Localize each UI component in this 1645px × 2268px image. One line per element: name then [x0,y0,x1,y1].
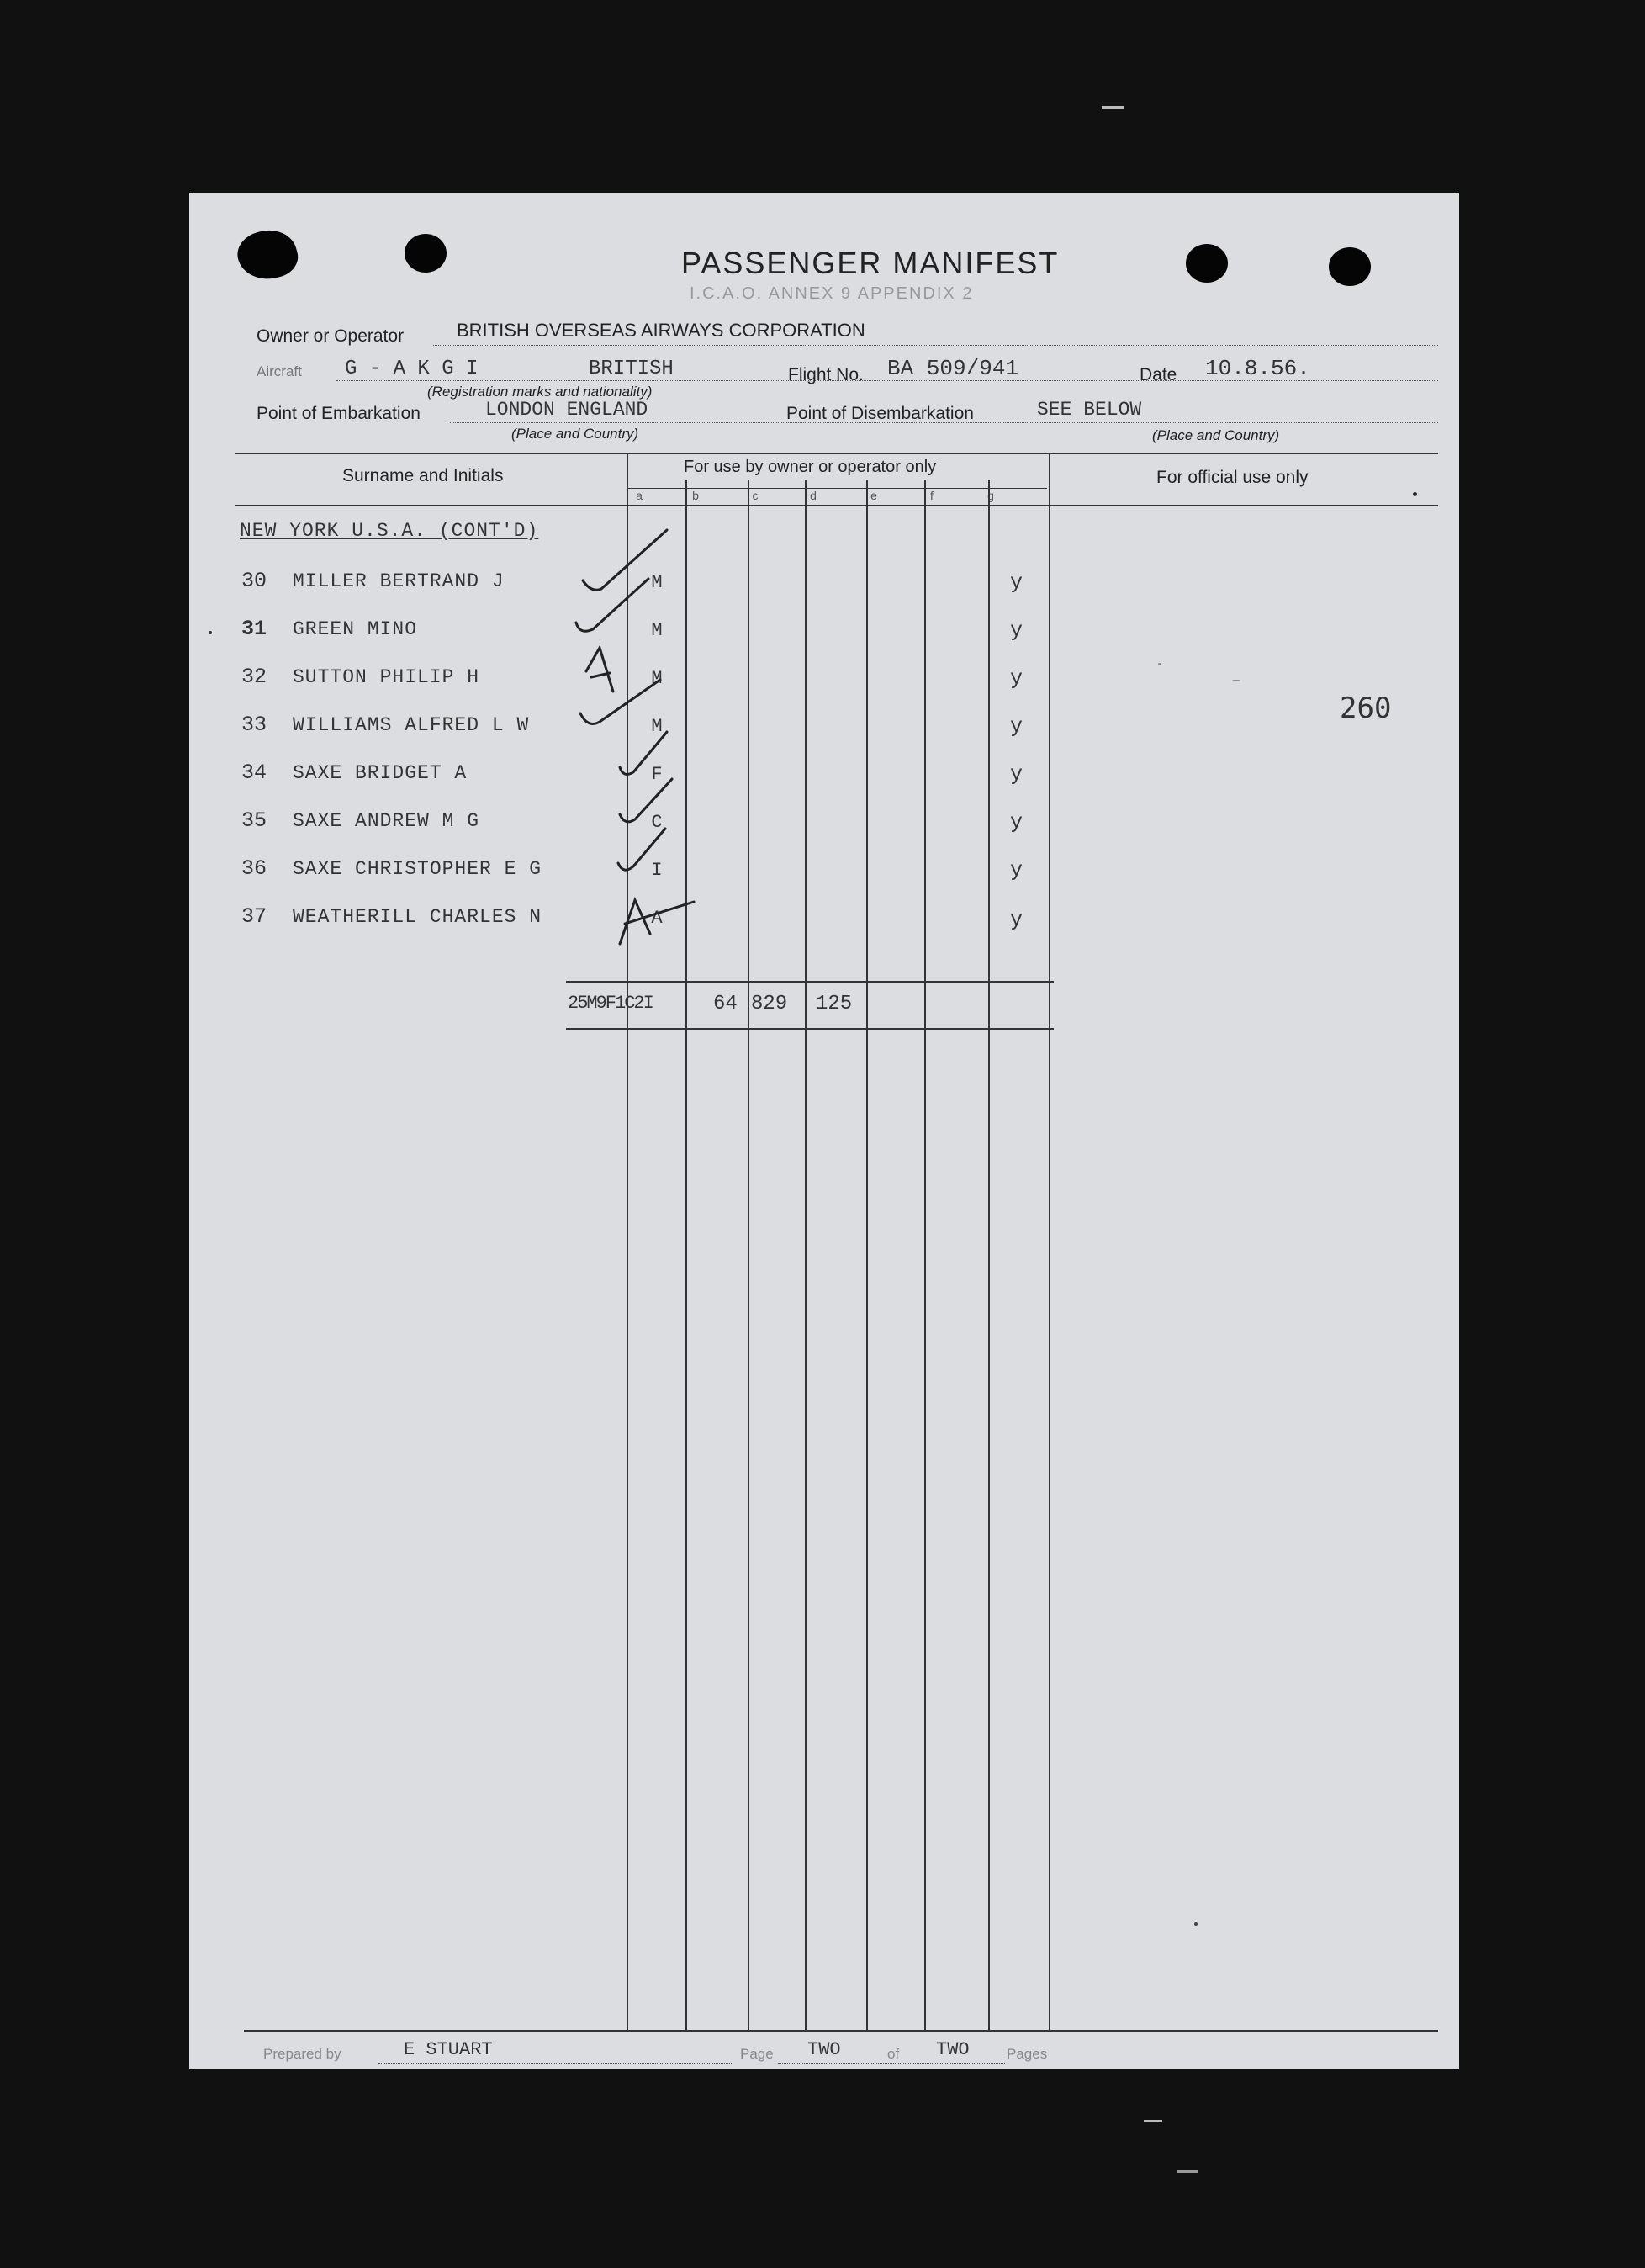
aircraft-label: Aircraft [257,363,302,379]
total-a: 25M9F1C2I [568,993,653,1014]
table-bottom-rule [244,2030,1438,2032]
column-g-mark: y [1010,858,1023,882]
column-g-mark: y [1010,810,1023,835]
row-number: 30 [241,569,267,593]
passenger-name: WILLIAMS ALFRED L W [293,714,530,736]
column-g-mark: y [1010,570,1023,595]
pages-label: Pages [1007,2046,1048,2062]
of-label: of [887,2046,900,2062]
column-g-mark: y [1010,666,1023,691]
dotted-rule [378,2063,732,2064]
manifest-page [189,193,1459,2069]
paper-speck [1232,680,1240,681]
prepared-label: Prepared by [263,2046,341,2062]
embarkation-label: Point of Embarkation [257,404,421,423]
row-number: 32 [241,665,267,689]
column-g-mark: y [1010,762,1023,787]
dotted-rule [778,2063,1005,2064]
col-header-official: For official use only [1156,468,1309,487]
total-b: 64 [713,993,738,1015]
section-heading: NEW YORK U.S.A. (CONT'D) [240,520,539,542]
totals-top-rule [566,981,1054,983]
registration-note: (Registration marks and nationality) [427,384,653,400]
of-value: TWO [936,2039,970,2060]
row-number: 36 [241,856,267,881]
col-letter-d: d [810,489,817,502]
disembarkation-label: Point of Disembarkation [786,404,974,423]
row-number: 34 [241,760,267,785]
col-letter-g: g [987,489,994,502]
passenger-name: MILLER BERTRAND J [293,570,505,592]
handwritten-check-marks [189,193,1459,1035]
column-g-mark: y [1010,908,1023,932]
embarkation-value: LONDON ENGLAND [485,399,648,421]
column-g-mark: y [1010,618,1023,643]
page-label: Page [740,2046,774,2062]
passenger-code: A [651,908,663,929]
col-header-surname: Surname and Initials [342,466,504,485]
paper-speck [209,631,212,634]
row-number: 37 [241,904,267,929]
prepared-value: E STUART [404,2039,493,2060]
scan-mark [1144,2120,1162,2122]
totals-bottom-rule [566,1028,1054,1030]
passenger-code: M [651,572,663,593]
owner-label: Owner or Operator [257,326,405,346]
row-number: 33 [241,713,267,737]
official-number: 260 [1340,692,1392,725]
disembarkation-value: SEE BELOW [1037,399,1142,421]
column-g-mark: y [1010,714,1023,739]
page-subtitle: I.C.A.O. ANNEX 9 APPENDIX 2 [690,284,974,303]
page-value: TWO [807,2039,841,2060]
owner-value: BRITISH OVERSEAS AIRWAYS CORPORATION [457,320,865,341]
col-letter-a: a [636,489,643,502]
col-letter-e: e [870,489,877,502]
passenger-name: WEATHERILL CHARLES N [293,906,542,928]
passenger-name: SAXE ANDREW M G [293,810,480,832]
col-header-operator: For use by owner or operator only [684,458,937,476]
passenger-code: M [651,620,663,641]
passenger-name: GREEN MINO [293,618,418,640]
flight-label: Flight No. [788,365,864,384]
scan-mark [1177,2170,1198,2173]
passenger-code: F [651,764,663,785]
row-number: 35 [241,808,267,833]
date-value: 10.8.56. [1205,356,1310,381]
total-d: 125 [816,993,853,1015]
paper-speck [1194,1922,1198,1926]
passenger-code: M [651,716,663,737]
passenger-name: SAXE BRIDGET A [293,762,468,784]
col-letter-c: c [752,489,759,502]
col-letter-f: f [930,489,934,502]
passenger-name: SUTTON PHILIP H [293,666,480,688]
date-label: Date [1140,365,1177,384]
passenger-code: M [651,668,663,689]
disembarkation-note: (Place and Country) [1152,427,1280,443]
embarkation-note: (Place and Country) [511,426,639,442]
page-title: PASSENGER MANIFEST [681,246,1060,280]
col-letter-b: b [692,489,699,502]
paper-speck [1413,492,1417,496]
paper-speck [1158,663,1161,665]
passenger-code: C [651,812,663,833]
passenger-name: SAXE CHRISTOPHER E G [293,858,542,880]
aircraft-nationality: BRITISH [589,358,674,380]
passenger-code: I [651,860,663,881]
aircraft-registration: G - A K G I [345,358,479,380]
flight-number: BA 509/941 [887,356,1019,381]
total-c: 829 [751,993,788,1015]
row-number: 31 [241,617,267,641]
scan-mark [1102,106,1124,109]
